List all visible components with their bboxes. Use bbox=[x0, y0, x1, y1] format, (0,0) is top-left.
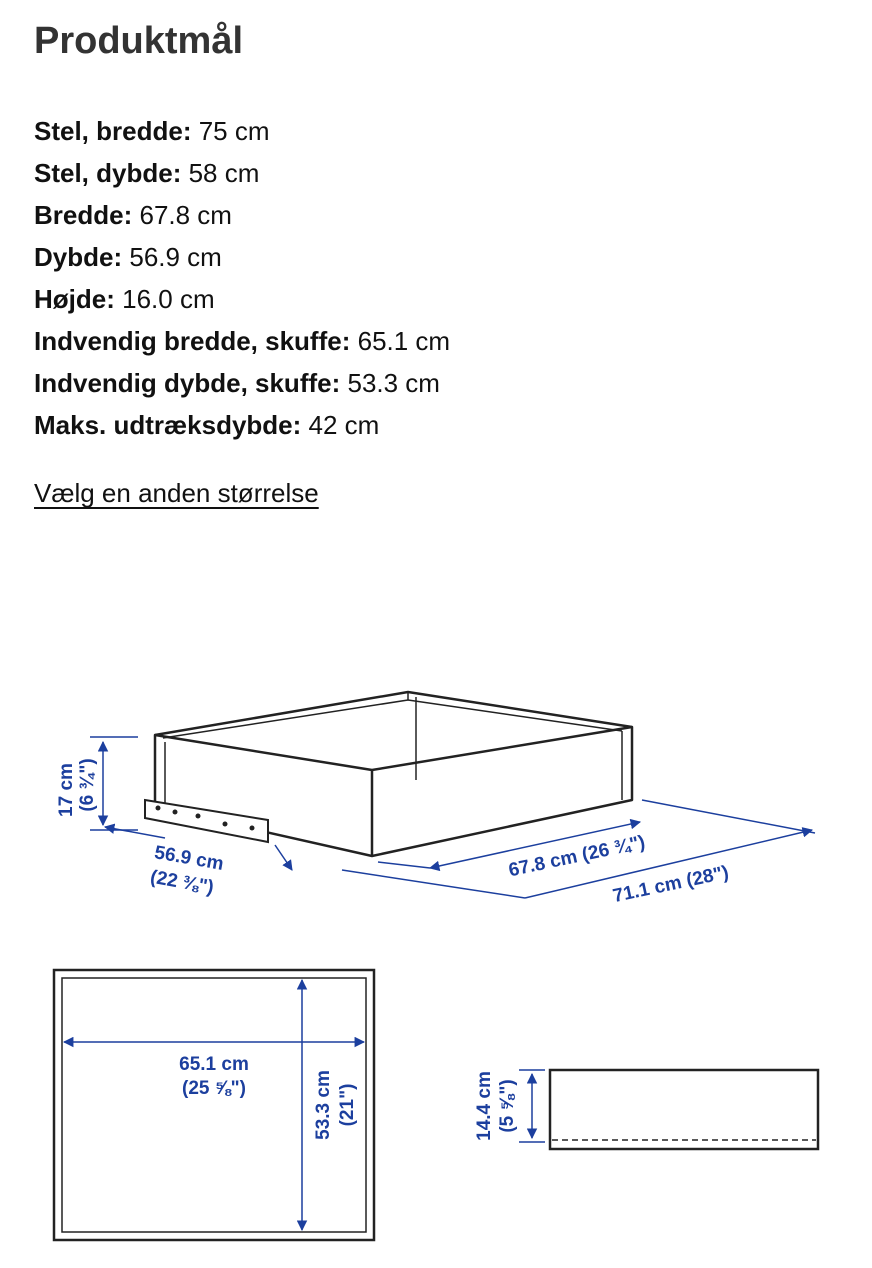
page-title: Produktmål bbox=[34, 20, 244, 62]
width-front-label: 67.8 cm (26 ¾") bbox=[506, 831, 647, 882]
depth-in-label: (22 ⅜") bbox=[148, 866, 216, 899]
depth-cm-label: 56.9 cm bbox=[152, 842, 226, 875]
spec-label: Stel, dybde: bbox=[34, 158, 182, 188]
spec-label: Dybde: bbox=[34, 242, 123, 272]
inner-height-cm-label: 14.4 cm bbox=[474, 1071, 495, 1141]
height-in-label: (6 ¾") bbox=[77, 758, 98, 812]
inner-height-in-label: (5 ⅝") bbox=[497, 1079, 518, 1133]
inner-width-cm-label: 65.1 cm bbox=[179, 1054, 249, 1075]
width-total-label: 71.1 cm (28") bbox=[611, 862, 731, 908]
spec-label: Maks. udtræksdybde: bbox=[34, 410, 302, 440]
spec-value: 58 cm bbox=[188, 158, 260, 188]
spec-value: 65.1 cm bbox=[357, 326, 451, 356]
spec-value: 67.8 cm bbox=[139, 200, 232, 230]
choose-other-size-link[interactable]: Vælg en anden størrelse bbox=[34, 478, 319, 508]
spec-label: Højde: bbox=[34, 284, 115, 314]
spec-label: Bredde: bbox=[34, 200, 133, 230]
height-cm-label: 17 cm bbox=[56, 763, 77, 817]
spec-value: 42 cm bbox=[308, 410, 380, 440]
spec-label: Indvendig bredde, skuffe: bbox=[34, 326, 351, 356]
drawer-side-view bbox=[519, 1070, 818, 1149]
inner-width-in-label: (25 ⅝") bbox=[182, 1078, 246, 1099]
spec-value: 56.9 cm bbox=[129, 242, 222, 272]
inner-depth-cm-label: 53.3 cm bbox=[313, 1070, 334, 1140]
spec-value: 16.0 cm bbox=[122, 284, 215, 314]
inner-depth-in-label: (21") bbox=[337, 1083, 358, 1127]
spec-label: Stel, bredde: bbox=[34, 116, 192, 146]
spec-label: Indvendig dybde, skuffe: bbox=[34, 368, 341, 398]
spec-value: 53.3 cm bbox=[347, 368, 440, 398]
spec-value: 75 cm bbox=[198, 116, 270, 146]
